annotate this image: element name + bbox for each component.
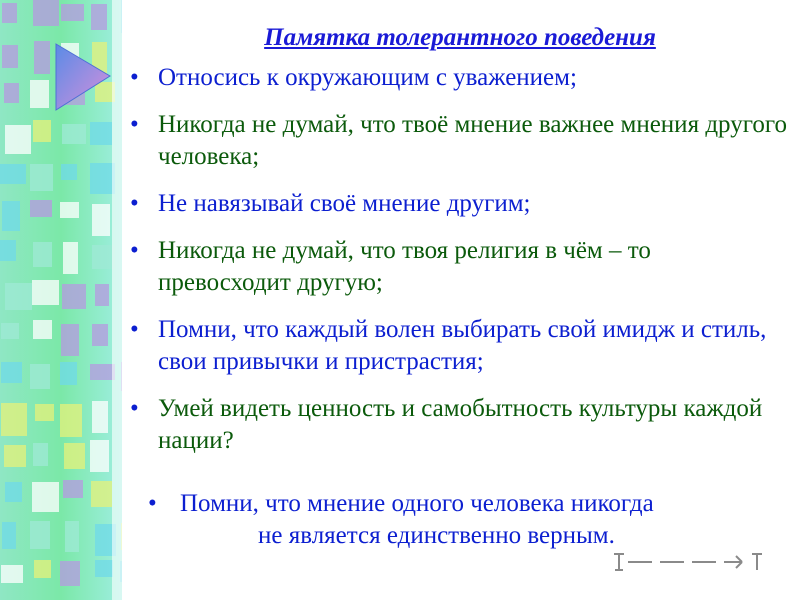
mosaic-tile: [90, 364, 115, 380]
final-bullet-line-2: не является единственно верным.: [258, 522, 615, 549]
list-item: • Относись к окружающим с уважением;: [128, 62, 788, 94]
bullet-list: [128, 62, 788, 472]
mosaic-tile: [95, 560, 113, 577]
list-item: • Никогда не думай, что твоя религия в чём – то превосходит другую;: [128, 235, 788, 299]
mosaic-tile: [62, 284, 86, 309]
mosaic-tile: [61, 324, 79, 356]
mosaic-tile: [63, 480, 83, 498]
mosaic-tile: [63, 242, 78, 274]
mosaic-tile: [90, 440, 109, 472]
mosaic-tile: [5, 283, 32, 310]
mosaic-tile: [32, 280, 59, 305]
mosaic-tile: [92, 401, 108, 433]
mosaic-tile: [1, 362, 22, 383]
mosaic-tile: [90, 122, 112, 145]
mosaic-tile: [30, 521, 50, 549]
mosaic-tile: [90, 163, 115, 194]
mosaic-tile: [92, 204, 110, 236]
mosaic-tile: [60, 561, 80, 586]
nav-buttons-icon[interactable]: [612, 548, 772, 574]
mosaic-tile: [33, 242, 52, 267]
bullet-marker: •: [148, 490, 157, 517]
mosaic-tile: [1, 565, 23, 583]
list-item: • Не навязывай своё мнение другим;: [128, 188, 788, 220]
mosaic-tile: [33, 443, 48, 466]
mosaic-tile: [2, 3, 17, 23]
mosaic-tile: [0, 164, 26, 184]
mosaic-tile: [33, 120, 51, 142]
final-bullet-line-1: Помни, что мнение одного человека никогда: [180, 490, 654, 517]
mosaic-tile: [0, 240, 16, 261]
mosaic-tile: [30, 80, 49, 108]
mosaic-tile: [60, 362, 77, 385]
mosaic-tile: [92, 324, 108, 346]
mosaic-tile: [62, 124, 86, 144]
mosaic-tile: [60, 404, 82, 437]
mosaic-tile: [2, 201, 20, 231]
mosaic-tile: [1, 403, 27, 436]
page-title: Памятка толерантного поведения: [264, 24, 656, 51]
mosaic-tile: [4, 445, 26, 467]
mosaic-tile: [95, 284, 109, 306]
mosaic-tile: [61, 164, 77, 180]
list-item: • Умей видеть ценность и самобытность культуры каждой нации?: [128, 393, 788, 457]
mosaic-tile: [32, 482, 59, 512]
mosaic-tile: [61, 4, 84, 21]
mosaic-tile: [64, 443, 85, 469]
mosaic-tile: [91, 481, 112, 507]
mosaic-tile: [30, 364, 50, 389]
mosaic-tile: [30, 164, 53, 191]
mosaic-tile: [5, 482, 22, 502]
mosaic-tile: [92, 245, 115, 269]
mosaic-tile: [2, 522, 16, 549]
mosaic-tile: [5, 125, 31, 154]
mosaic-tile: [33, 320, 52, 339]
mosaic-tile: [1, 323, 19, 339]
list-item: • Помни, что каждый волен выбирать свой имидж и стиль, свои привычки и пристрастия;: [128, 314, 788, 378]
mosaic-tile: [35, 404, 54, 421]
mosaic-tile: [60, 202, 79, 218]
mosaic-tile: [4, 83, 19, 103]
mosaic-tile: [65, 521, 79, 552]
mosaic-tile: [34, 560, 51, 578]
mosaic-tile: [33, 0, 59, 26]
list-item: • Никогда не думай, что твоё мнение важнее мнения другого человека;: [128, 109, 788, 173]
decorative-strip: [0, 0, 122, 600]
mosaic-tile: [30, 200, 52, 217]
